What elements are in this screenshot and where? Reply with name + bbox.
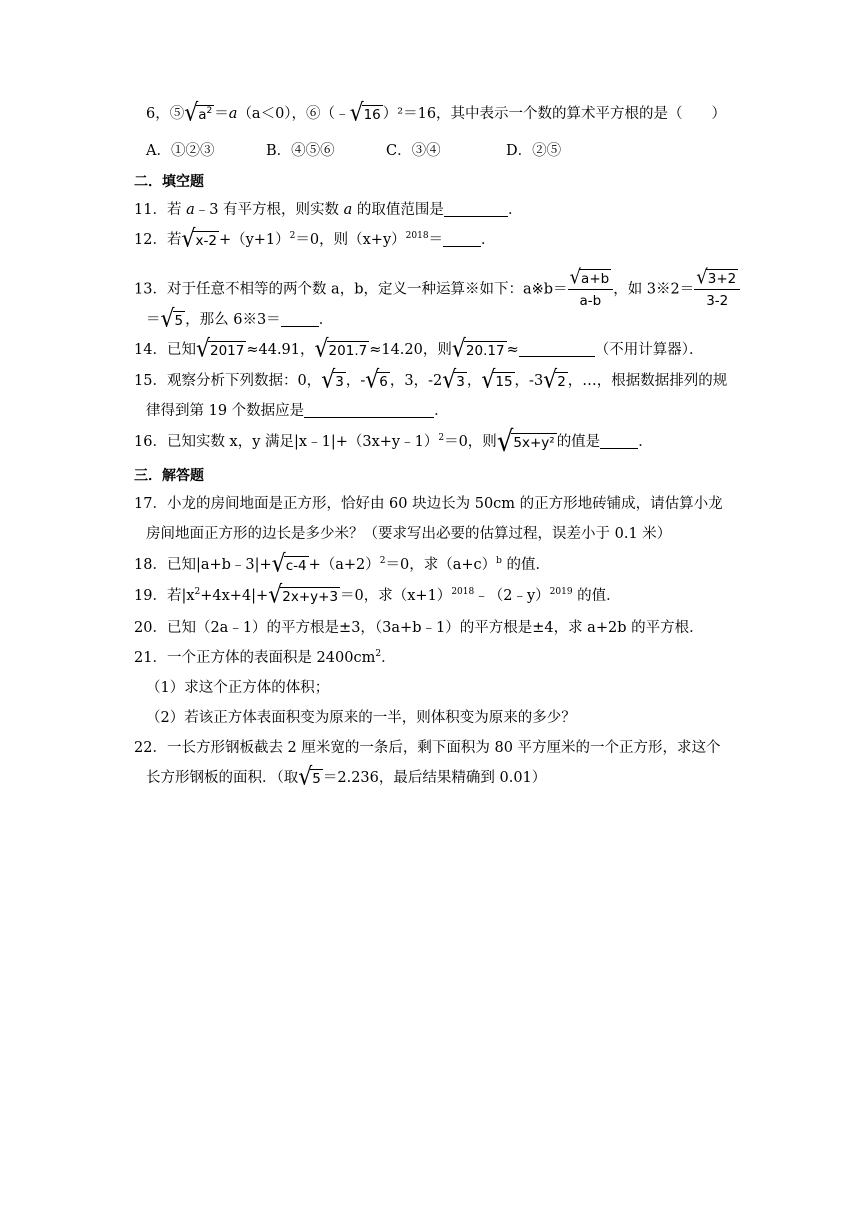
- question-13: 13．对于任意不相等的两个数 a，b，定义一种运算※如下：a※b＝ $\frac{√a+b}{a-b}$ ，如 3※2＝ $\frac{√3+2}{3-2}$: [134, 268, 740, 311]
- question-19: 19．若$|x^2+4x+4|+√2x+y+3 =0$，求$(x+1)^{2018}﹣(2﹣y)^{2019}$ 的值．: [134, 581, 621, 610]
- section-2-heading: 二．填空题: [134, 174, 204, 190]
- sqrt-5x-plus-y2: √5x+y²: [496, 425, 555, 459]
- sqrt-2x-plus-y-plus-3: √2x+y+3: [268, 581, 339, 610]
- sqrt-3-b: √3: [442, 366, 465, 395]
- answer-blank: [519, 341, 595, 357]
- question-15: 15．观察分析下列数据：0，√3 ，-√6 ，3，-2√3 ，√15 ，-3√2 ，…，根据数据排列的规: [134, 366, 728, 395]
- question-17-cont: 房间地面正方形的边长是多少米？（要求写出必要的估算过程，误差小于 0.1 米）: [146, 526, 672, 542]
- option-d: D．②⑤: [506, 143, 562, 159]
- fraction-definition: $\frac{√a+b}{a-b}$: [568, 268, 614, 311]
- question-21: 21．一个正方体的表面积是 $2400cm^2$．: [134, 649, 396, 666]
- question-11: 11．若 a﹣3 有平方根，则实数 a 的取值范围是 ．: [134, 202, 523, 218]
- fraction-example: $\frac{√3+2}{3-2}$: [694, 268, 740, 311]
- sqrt-c-minus-4: √c-4: [271, 550, 307, 579]
- question-20: 20．已知（2a﹣1）的平方根是±3，（3a+b﹣1）的平方根是±4，求 a+2b 的平方根．: [134, 620, 704, 636]
- answer-blank: [443, 231, 481, 247]
- question-16: 16．已知实数 x，y 满足|x﹣1|+（3x+y﹣1）$^2$＝0，则√5x+y² 的值是 ．: [134, 425, 653, 459]
- question-6: 6，$⑤√a^2 =a(a<0)$，⑥（﹣√16 ）²＝16，其中表示一个数的算术平方根的是（ ）: [146, 99, 727, 128]
- sqrt-20-17: √20.17: [451, 335, 505, 364]
- question-22: 22．一长方形钢板截去 2 厘米宽的一条后，剩下面积为 80 平方厘米的一个正方形，求这个: [134, 740, 721, 756]
- option-c: C．③④: [386, 143, 441, 159]
- sqrt-x-minus-2: √x-2: [181, 225, 217, 254]
- option-a: A．①②③: [146, 143, 215, 159]
- question-13-cont: ＝√5 ，那么 6※3＝ ．: [146, 305, 334, 334]
- question-6-options: [146, 141, 626, 161]
- answer-blank: [444, 201, 508, 217]
- question-14: 14．已知√2017 ≈44.91，√201.7 ≈14.20，则√20.17 ≈ （不用计算器）．: [134, 335, 704, 364]
- sqrt-2017: √2017: [195, 335, 245, 364]
- sqrt-a-squared: $√a^2$: [184, 99, 213, 128]
- sqrt-5: √5: [160, 305, 184, 334]
- question-17: 17．小龙的房间地面是正方形，恰好由 60 块边长为 50cm 的正方形地砖铺成，请估算小龙: [134, 496, 723, 512]
- sqrt-201-7: √201.7: [314, 335, 368, 364]
- section-3-heading: 三．解答题: [134, 468, 204, 484]
- question-12: 12．若$√x-2 +(y+1)^2=0$，则$(x+y)^{2018}=$ ．: [134, 225, 496, 254]
- sqrt-5-b: √5: [298, 763, 321, 792]
- sqrt-16: √16: [349, 99, 381, 128]
- question-22-cont: 长方形钢板的面积．（取√5 ＝2.236，最后结果精确到 0.01）: [146, 763, 547, 792]
- sqrt-3: √3: [321, 366, 344, 395]
- answer-blank: [304, 402, 434, 418]
- sqrt-6: √6: [365, 366, 388, 395]
- question-15-cont: 律得到第 19 个数据应是 ．: [146, 403, 449, 419]
- sqrt-2: √2: [543, 366, 566, 395]
- question-21-part-2: （2）若该正方体表面积变为原来的一半，则体积变为原来的多少？: [146, 710, 576, 726]
- answer-blank: [600, 433, 638, 449]
- option-b: B．④⑤⑥: [266, 143, 335, 159]
- sqrt-15: √15: [481, 366, 513, 395]
- answer-blank: [281, 311, 319, 327]
- question-18: 18．已知|a+b﹣3|+√c-4 $+(a+2)^2=0$，求$(a+c)^b$ 的值．: [134, 550, 551, 579]
- question-21-part-1: （1）求这个正方体的体积；: [146, 680, 330, 696]
